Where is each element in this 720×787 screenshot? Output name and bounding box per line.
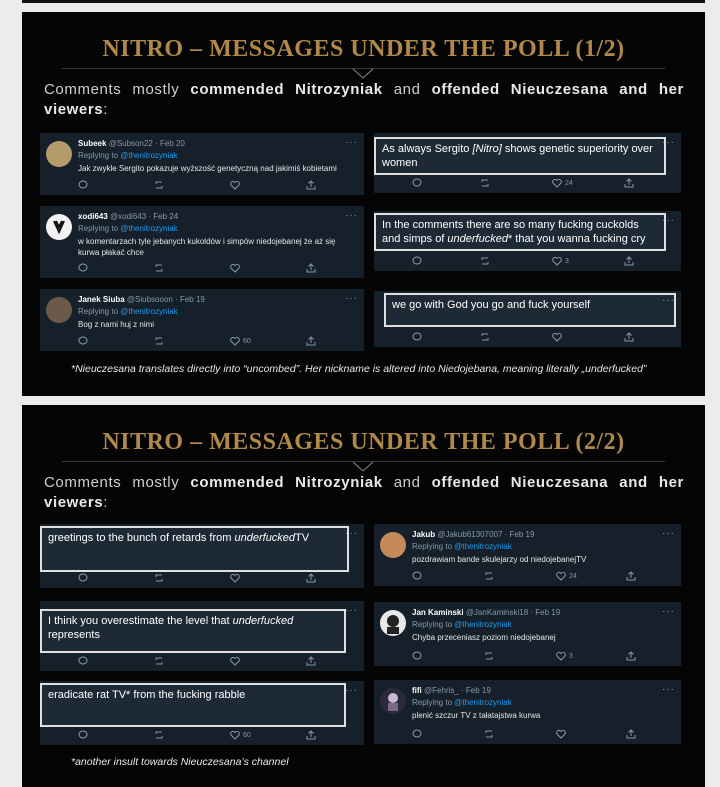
tweet-actions — [78, 180, 324, 192]
tweet-text: Bog z nami huj z nimi — [78, 320, 155, 329]
retweet-icon[interactable] — [484, 729, 494, 741]
like-icon[interactable]: 3 — [552, 256, 569, 268]
tweet-actions — [78, 730, 324, 742]
retweet-icon[interactable] — [480, 256, 490, 268]
slide-title: NITRO – MESSAGES UNDER THE POLL (1/2) — [102, 36, 625, 62]
tweet-actions — [78, 336, 324, 348]
reply-to-link[interactable]: @thenitrozyniak — [120, 151, 178, 160]
slide-title: NITRO – MESSAGES UNDER THE POLL (2/2) — [102, 429, 625, 455]
like-icon[interactable]: 24 — [556, 571, 577, 583]
tweet-card[interactable]: xodi643 @xodi643 · Feb 24 ··· Replying to @thenitrozyniak w komentarzach tyle jebanych kukoldów i simpów niedojebanej że aż się kurwa płakać chce — [40, 206, 364, 278]
translation-text: eradicate rat TV* from the fucking rabble — [40, 683, 346, 727]
tweet-text: plenić szczur TV z tałatajstwa kurwa — [412, 711, 541, 720]
retweet-icon[interactable] — [154, 730, 164, 742]
share-icon[interactable] — [626, 651, 636, 663]
tweet-handle: @xodi643 · Feb 24 — [110, 212, 179, 221]
more-options-icon[interactable]: ··· — [662, 606, 675, 617]
slide-subtitle: Comments mostly commended Nitrozyniak and offended Nieuczesana and her viewers: — [44, 81, 684, 118]
reply-icon[interactable] — [412, 332, 422, 344]
tweet-actions — [412, 571, 641, 583]
share-icon[interactable] — [624, 256, 634, 268]
share-icon[interactable] — [626, 571, 636, 583]
retweet-icon[interactable] — [154, 573, 164, 585]
translated-tweet-card[interactable] — [40, 601, 364, 671]
reply-to-link[interactable]: @thenitrozyniak — [120, 224, 178, 233]
chevron-down-icon — [352, 461, 374, 473]
footnote: *another insult towards Nieuczesana’s channel — [71, 756, 289, 768]
avatar[interactable] — [46, 297, 72, 323]
like-icon[interactable]: 24 — [552, 178, 573, 190]
retweet-icon[interactable] — [154, 263, 164, 275]
share-icon[interactable] — [306, 180, 316, 192]
share-icon[interactable] — [624, 178, 634, 190]
like-icon[interactable]: 60 — [230, 336, 251, 348]
more-options-icon[interactable]: ··· — [345, 293, 358, 304]
more-options-icon[interactable]: ··· — [345, 685, 358, 696]
reply-to-link[interactable]: @thenitrozyniak — [454, 542, 512, 551]
tweet-actions — [412, 729, 641, 741]
retweet-icon[interactable] — [484, 651, 494, 663]
tweet-text: Chyba przeceniasz poziom niedojebanej — [412, 633, 556, 642]
tweet-actions — [412, 256, 641, 268]
reply-icon[interactable] — [412, 729, 422, 741]
more-options-icon[interactable]: ··· — [345, 137, 358, 148]
tweet-card[interactable]: Jakub @Jakub61307007 · Feb 19 ··· Replying to @thenitrozyniak pozdrawiam bande skulejarzy od niedojebanejTV 24 — [374, 524, 681, 586]
translated-tweet-card[interactable] — [374, 133, 681, 193]
like-icon[interactable] — [556, 729, 569, 741]
translation-text: I think you overestimate the level that underfucked represents — [40, 609, 346, 653]
retweet-icon[interactable] — [154, 180, 164, 192]
retweet-icon[interactable] — [484, 571, 494, 583]
tweet-text: Jak zwykle Sergito pokazuje wyższość genetyczną nad jakimiś kobietami — [78, 164, 337, 173]
tweet-author[interactable]: Jakub — [412, 530, 436, 539]
retweet-icon[interactable] — [480, 178, 490, 190]
reply-icon[interactable] — [78, 263, 88, 275]
more-options-icon[interactable]: ··· — [662, 137, 675, 148]
translation-text: we go with God you go and fuck yourself — [384, 293, 676, 327]
more-options-icon[interactable]: ··· — [345, 210, 358, 221]
reply-icon[interactable] — [78, 656, 88, 668]
tweet-card[interactable]: Subeek @Subson22 · Feb 20 ··· Replying to @thenitrozyniak Jak zwykle Sergito pokazuje wyższość genetyczną nad jakimiś kobietami — [40, 133, 364, 195]
translation-text: As always Sergito [Nitro] shows genetic superiority over women — [374, 137, 666, 175]
like-icon[interactable]: 60 — [230, 730, 251, 742]
tweet-text: w komentarzach tyle jebanych kukoldów i simpów niedojebanej że aż się kurwa płakać chce — [78, 237, 336, 257]
tweet-author[interactable]: fifi — [412, 686, 422, 695]
tweet-author[interactable]: Jan Kaminski — [412, 608, 464, 617]
tweet-card[interactable]: fifi @Fehris_ · Feb 19 ··· Replying to @thenitrozyniak plenić szczur TV z tałatajstwa kurwa — [374, 680, 681, 744]
share-icon[interactable] — [306, 263, 316, 275]
reply-icon[interactable] — [78, 573, 88, 585]
tweet-actions — [412, 332, 641, 344]
reply-icon[interactable] — [78, 336, 88, 348]
avatar[interactable] — [380, 610, 406, 636]
slide-subtitle: Comments mostly commended Nitrozyniak and offended Nieuczesana and her viewers: — [44, 474, 684, 511]
more-options-icon[interactable]: ··· — [662, 684, 675, 695]
share-icon[interactable] — [306, 656, 316, 668]
translated-tweet-card[interactable] — [374, 211, 681, 271]
slide-1 — [22, 12, 705, 396]
like-icon[interactable] — [552, 332, 565, 344]
reply-to-link[interactable]: @thenitrozyniak — [454, 698, 512, 707]
footnote: *Nieuczesana translates directly into “uncombed”. Her nickname is altered into Niedojebana, meaning literally „underfucked” — [71, 363, 647, 375]
share-icon[interactable] — [306, 573, 316, 585]
share-icon[interactable] — [624, 332, 634, 344]
share-icon[interactable] — [306, 730, 316, 742]
reply-icon[interactable] — [412, 256, 422, 268]
reply-icon[interactable] — [412, 178, 422, 190]
tweet-actions — [78, 263, 324, 275]
avatar[interactable] — [46, 214, 72, 240]
retweet-icon[interactable] — [154, 336, 164, 348]
reply-icon[interactable] — [412, 651, 422, 663]
reply-to-link[interactable]: @thenitrozyniak — [120, 307, 178, 316]
more-options-icon[interactable]: ··· — [662, 528, 675, 539]
tweet-text: pozdrawiam bande skulejarzy od niedojebanejTV — [412, 555, 587, 564]
like-icon[interactable] — [230, 656, 243, 668]
like-icon[interactable] — [230, 180, 243, 192]
reply-icon[interactable] — [78, 730, 88, 742]
previous-slide-edge — [22, 0, 705, 3]
tweet-author[interactable]: Janek Siuba — [78, 295, 125, 304]
tweet-card[interactable]: Jan Kaminski @JanKaminski18 · Feb 19 ··· Replying to @thenitrozyniak Chyba przeceniasz poziom niedojebanej 3 — [374, 602, 681, 666]
tweet-card[interactable]: Janek Siuba @Siubsooon · Feb 19 ··· Replying to @thenitrozyniak Bog z nami huj z nimi 60 — [40, 289, 364, 351]
retweet-icon[interactable] — [154, 656, 164, 668]
more-options-icon[interactable]: ··· — [662, 215, 675, 226]
translated-tweet-card[interactable] — [40, 524, 364, 588]
retweet-icon[interactable] — [480, 332, 490, 344]
share-icon[interactable] — [626, 729, 636, 741]
like-icon[interactable]: 3 — [556, 651, 573, 663]
reply-to-link[interactable]: @thenitrozyniak — [454, 620, 512, 629]
more-options-icon[interactable]: ··· — [662, 295, 675, 306]
reply-icon[interactable] — [78, 180, 88, 192]
tweet-author[interactable]: Subeek — [78, 139, 107, 148]
more-options-icon[interactable]: ··· — [345, 605, 358, 616]
avatar[interactable] — [46, 141, 72, 167]
slide-2 — [22, 405, 705, 787]
like-icon[interactable] — [230, 263, 243, 275]
avatar[interactable] — [380, 532, 406, 558]
tweet-actions — [78, 656, 324, 668]
tweet-actions — [412, 178, 641, 190]
tweet-handle: @Jakub61307007 · Feb 19 — [437, 530, 535, 539]
tweet-handle: @JanKaminski18 · Feb 19 — [465, 608, 561, 617]
tweet-handle: @Subson22 · Feb 20 — [108, 139, 185, 148]
tweet-handle: @Siubsooon · Feb 19 — [126, 295, 205, 304]
like-icon[interactable] — [230, 573, 243, 585]
tweet-actions — [412, 651, 641, 663]
tweet-handle: @Fehris_ · Feb 19 — [424, 686, 491, 695]
translated-tweet-card[interactable] — [40, 681, 364, 745]
chevron-down-icon — [352, 68, 374, 80]
reply-icon[interactable] — [412, 571, 422, 583]
more-options-icon[interactable]: ··· — [345, 528, 358, 539]
translation-text: greetings to the bunch of retards from underfuckedTV — [40, 526, 349, 572]
tweet-actions — [78, 573, 324, 585]
share-icon[interactable] — [306, 336, 316, 348]
translation-text: In the comments there are so many fucking cuckolds and simps of underfucked* that you wanna fucking cry — [374, 213, 666, 251]
translated-tweet-card[interactable] — [374, 291, 681, 347]
tweet-author[interactable]: xodi643 — [78, 212, 108, 221]
avatar[interactable] — [380, 688, 406, 714]
